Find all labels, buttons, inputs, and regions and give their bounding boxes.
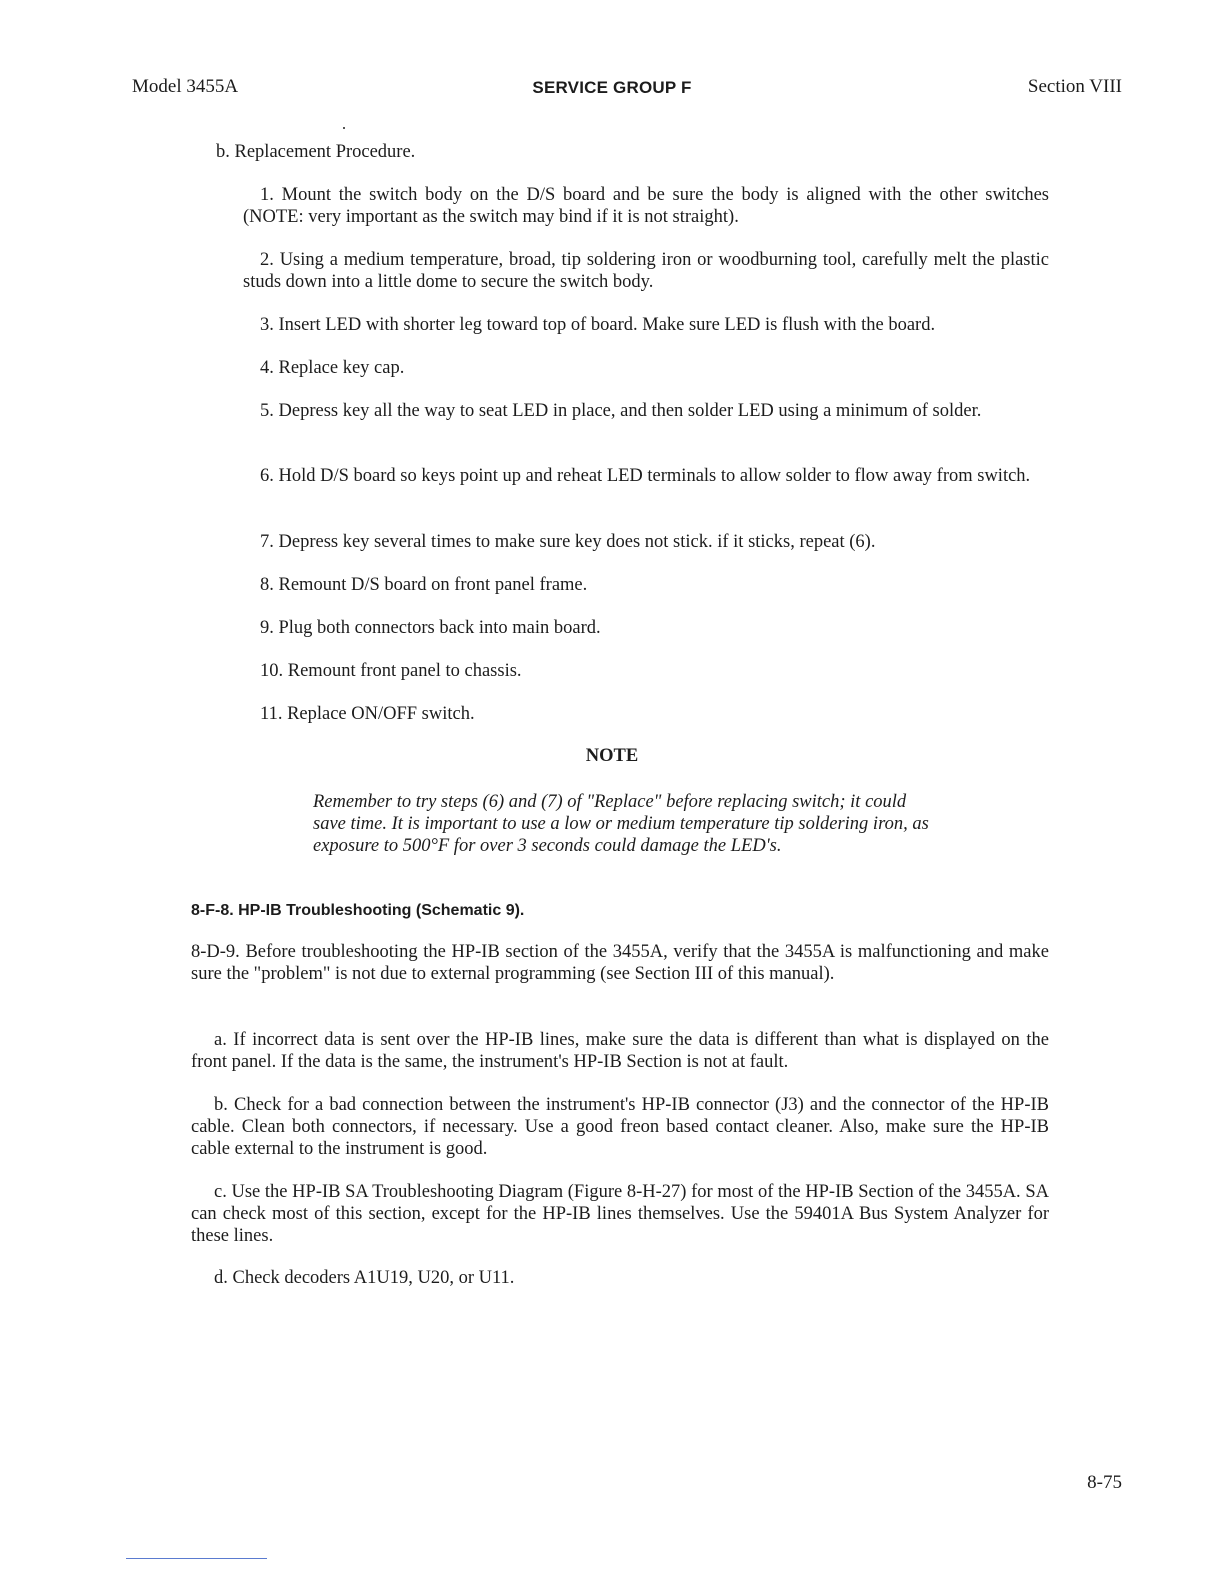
paragraph-a: a. If incorrect data is sent over the HP-IB lines, make sure the data is different than what is displayed on the front panel. If the data is the same, the instrument's HP-IB Section is not at fault. <box>191 1030 1049 1072</box>
step-10: 10. Remount front panel to chassis. <box>260 661 522 681</box>
note-title: NOTE <box>585 746 639 766</box>
paragraph-c: c. Use the HP-IB SA Troubleshooting Diagram (Figure 8-H-27) for most of the HP-IB Section of the 3455A. SA can check most of this section, except for the HP-IB lines themselves. Use the 59401A Bus System Analyzer for these lines. <box>191 1182 1049 1246</box>
note-body: Remember to try steps (6) and (7) of "Replace" before replacing switch; it could save time. It is important to use a low or medium temperature tip soldering iron, as exposure to 500°F for over 3 seconds could damage the LED's. <box>313 792 929 856</box>
step-5: 5. Depress key all the way to seat LED in place, and then solder LED using a minimum of solder. <box>260 401 982 421</box>
paragraph-8-d-9: 8-D-9. Before troubleshooting the HP-IB section of the 3455A, verify that the 3455A is malfunctioning and make sure the "problem" is not due to external programming (see Section III of this manual). <box>191 942 1049 984</box>
bottom-rule <box>126 1558 267 1559</box>
scan-speck <box>343 127 345 129</box>
step-8: 8. Remount D/S board on front panel frame. <box>260 575 588 595</box>
section-heading-hpib: 8-F-8. HP-IB Troubleshooting (Schematic 9). <box>191 902 525 919</box>
step-3: 3. Insert LED with shorter leg toward top of board. Make sure LED is flush with the board. <box>260 315 936 335</box>
step-4: 4. Replace key cap. <box>260 358 405 378</box>
step-1: 1. Mount the switch body on the D/S board and be sure the body is aligned with the other switches (NOTE: very important as the switch may bind if it is not straight). <box>243 185 1049 227</box>
header-section: Section VIII <box>1027 76 1122 97</box>
paragraph-b: b. Check for a bad connection between the instrument's HP-IB connector (J3) and the connector of the HP-IB cable. Clean both connectors, if necessary. Use a good freon based contact cleaner. Also, make sure the HP-IB cable external to the instrument is good. <box>191 1095 1049 1159</box>
step-7: 7. Depress key several times to make sure key does not stick. if it sticks, repeat (6). <box>260 532 876 552</box>
paragraph-d: d. Check decoders A1U19, U20, or U11. <box>214 1268 515 1288</box>
step-2: 2. Using a medium temperature, broad, tip soldering iron or woodburning tool, carefully melt the plastic studs down into a little dome to secure the switch body. <box>243 250 1049 292</box>
page-number: 8-75 <box>1087 1472 1122 1493</box>
step-11: 11. Replace ON/OFF switch. <box>260 704 475 724</box>
step-9: 9. Plug both connectors back into main board. <box>260 618 601 638</box>
step-6: 6. Hold D/S board so keys point up and reheat LED terminals to allow solder to flow away from switch. <box>260 466 1031 486</box>
header-service-group: SERVICE GROUP F <box>532 78 692 97</box>
subheading-replacement-procedure: b. Replacement Procedure. <box>216 142 416 162</box>
header-model: Model 3455A <box>132 76 239 97</box>
